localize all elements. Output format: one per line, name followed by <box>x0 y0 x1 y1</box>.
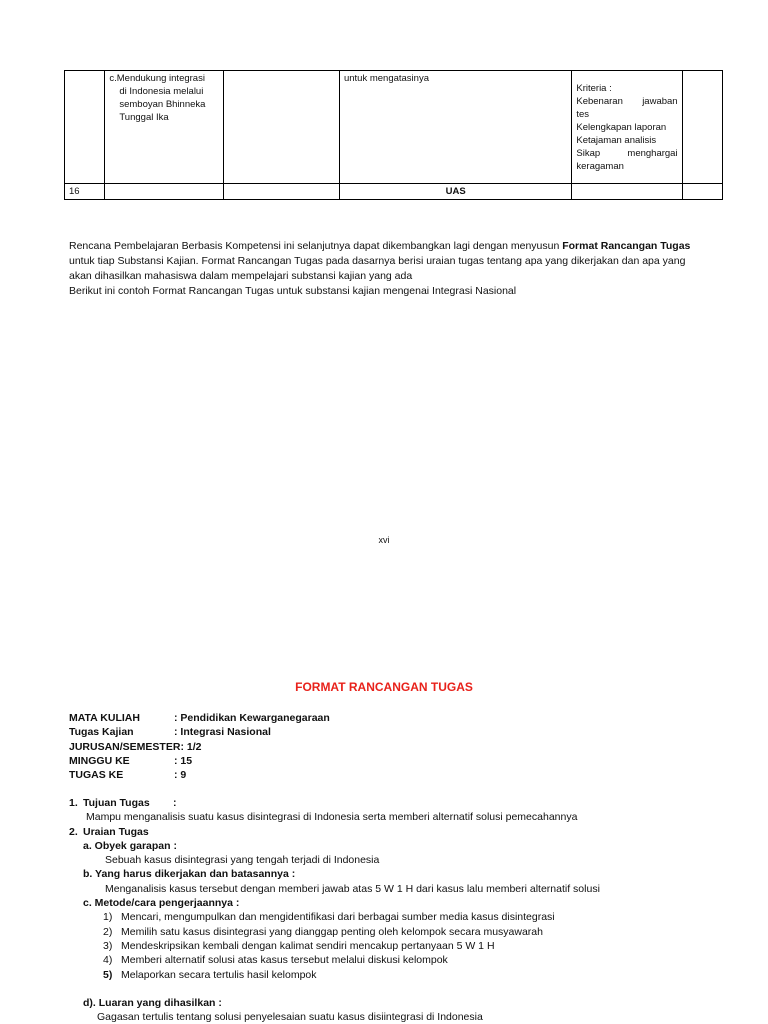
list-item <box>69 925 729 939</box>
subsection-text: Sebuah kasus disintegrasi yang tengah terjadi di Indonesia <box>105 854 380 867</box>
intro-paragraph <box>69 239 709 299</box>
method-text: untuk mengatasinya <box>343 73 429 84</box>
section-number: 2. <box>69 825 78 838</box>
step-text: Mendeskripsikan kembali dengan kalimat sendiri mencakup pertanyaan 5 W 1 H <box>121 939 495 952</box>
step-number: 4) <box>103 954 113 967</box>
section-title: Uraian Tugas <box>83 825 149 838</box>
list-item <box>69 968 729 982</box>
meta-row <box>69 711 330 725</box>
page-number: xvi <box>378 535 390 545</box>
meta-label: TUGAS KE <box>69 769 124 782</box>
intro-bold: Format Rancangan Tugas <box>562 240 691 252</box>
format-title: FORMAT RANCANGAN TUGAS <box>295 680 473 694</box>
criteria-line <box>576 147 677 160</box>
week-cell <box>65 71 105 184</box>
meta-value: : 1/2 <box>180 740 202 753</box>
competency-line: semboyan Bhinneka <box>119 99 206 110</box>
subsection-text: Menganalisis kasus tersebut dengan memberi jawab atas 5 W 1 H dari kasus lalu memberi alternatif solusi <box>105 882 600 895</box>
list-item <box>69 910 729 924</box>
section-heading <box>69 796 729 810</box>
step-number: 5) <box>103 968 113 981</box>
intro-line: Berikut ini contoh Format Rancangan Tugas untuk substansi kajian mengenai Integrasi Nasional <box>69 285 517 297</box>
intro-line: untuk tiap Substansi Kajian. Format Rancangan Tugas pada dasarnya berisi uraian tugas tentang apa yang dikerjakan dan apa yang <box>69 255 686 267</box>
subsection-title: a. Obyek garapan : <box>83 839 177 852</box>
meta-label: JURUSAN/SEMESTER <box>69 740 181 753</box>
subsection-title: b. Yang harus dikerjakan dan batasannya : <box>83 868 296 881</box>
material-cell <box>224 71 340 184</box>
competency-line: Tunggal Ika <box>119 112 169 123</box>
method-cell <box>339 71 571 184</box>
criteria-word: jawaban <box>642 96 678 107</box>
meta-value: : Pendidikan Kewarganegaraan <box>174 712 330 724</box>
empty-cell <box>224 184 340 200</box>
course-meta <box>69 711 330 782</box>
step-number: 2) <box>103 925 113 938</box>
criteria-line: Kelengkapan laporan <box>576 122 667 133</box>
intro-line: akan dihasilkan mahasiswa dalam mempelajari substansi kajian yang ada <box>69 270 413 282</box>
competency-line: di Indonesia melalui <box>119 86 204 97</box>
criteria-line: keragaman <box>576 161 624 172</box>
step-text: Melaporkan secara tertulis hasil kelompok <box>121 968 317 981</box>
uas-label: UAS <box>339 184 571 200</box>
weight-cell <box>682 71 722 184</box>
intro-text: Rencana Pembelajaran Berbasis Kompetensi ini selanjutnya dapat dikembangkan lagi dengan menyusun <box>69 240 563 252</box>
subsection-text: Gagasan tertulis tentang solusi penyelesaian suatu kasus disiintegrasi di Indonesia <box>97 1011 483 1024</box>
subsection-title: c. Metode/cara pengerjaannya : <box>83 897 240 910</box>
task-sections <box>69 796 729 1024</box>
section-number: 1. <box>69 797 78 809</box>
table-row <box>65 184 723 200</box>
meta-value: : 9 <box>174 769 187 782</box>
list-item <box>69 953 729 967</box>
meta-row <box>69 740 330 754</box>
criteria-word: Sikap <box>576 148 601 159</box>
meta-label: MINGGU KE <box>69 754 130 767</box>
step-number: 1) <box>103 911 113 924</box>
spacer <box>69 982 729 996</box>
meta-label: MATA KULIAH <box>69 712 140 724</box>
criteria-cell <box>572 71 682 184</box>
criteria-line <box>576 95 677 108</box>
meta-value: : 15 <box>174 754 193 767</box>
criteria-word: menghargai <box>627 148 678 159</box>
empty-cell <box>105 184 224 200</box>
subsection-title: d). Luaran yang dihasilkan : <box>83 996 222 1009</box>
criteria-word: Kebenaran <box>576 96 623 107</box>
section-text: Mampu menganalisis suatu kasus disintegrasi di Indonesia serta memberi alternatif solusi pemecahannya <box>86 811 578 824</box>
section-title: Tujuan Tugas : <box>83 797 177 809</box>
step-text: Memberi alternatif solusi atas kasus tersebut melalui diskusi kelompok <box>121 954 448 967</box>
section-heading <box>69 825 729 839</box>
meta-row <box>69 768 330 782</box>
meta-row <box>69 754 330 768</box>
competency-table <box>64 70 723 200</box>
criteria-line: tes <box>576 109 590 120</box>
empty-cell <box>682 184 722 200</box>
empty-cell <box>572 184 682 200</box>
intro-line <box>69 239 709 254</box>
meta-row <box>69 725 330 739</box>
table-row <box>65 71 723 184</box>
week-number: 16 <box>65 184 105 200</box>
meta-label: Tugas Kajian <box>69 726 134 739</box>
meta-value: : Integrasi Nasional <box>174 726 271 739</box>
criteria-line: Ketajaman analisis <box>576 135 657 146</box>
criteria-label: Kriteria : <box>576 83 612 94</box>
competency-line: c.Mendukung integrasi <box>109 73 205 84</box>
step-number: 3) <box>103 939 113 952</box>
step-text: Mencari, mengumpulkan dan mengidentifikasi dari berbagai sumber media kasus disintegrasi <box>121 911 555 924</box>
list-item <box>69 939 729 953</box>
competency-cell <box>105 71 224 184</box>
step-text: Memilih satu kasus disintegrasi yang dianggap penting oleh kelompok secara musyawarah <box>121 925 543 938</box>
